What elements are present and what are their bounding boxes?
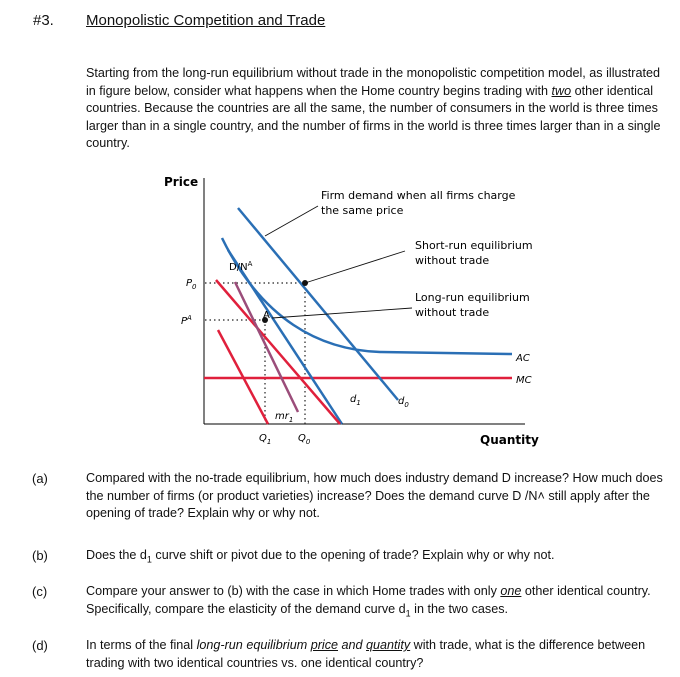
callout-line-short-run — [305, 251, 405, 283]
callout-short-run-line2: without trade — [415, 254, 490, 267]
label-mr1: $mr_1$ — [275, 411, 294, 424]
intro-paragraph: Starting from the long-run equilibrium without trade in the monopolistic competition model, as illustrated in figure below, consider what happens when the Home country begins trading with two other identical countries. Because the countries are all the same, the number of consumers in the world is three times larger than in a single country, and the number of firms in the world is three times larger than in a single country. — [86, 66, 661, 150]
question-d-label: (d) — [32, 638, 48, 653]
label-q1: $Q_1$ — [259, 433, 272, 446]
label-pa: $P^A$ — [181, 314, 192, 327]
callout-line-long-run — [272, 308, 412, 318]
label-dna: $D/N^A$ — [229, 260, 253, 273]
question-b-text: Does the $d_1$ curve shift or pivot due to the opening of trade? Explain why or why not. — [86, 548, 555, 565]
question-c-label: (c) — [32, 584, 48, 599]
question-a-label: (a) — [32, 471, 48, 486]
d0-curve — [228, 250, 342, 424]
question-b-label: (b) — [32, 548, 48, 563]
question-a-text: Compared with the no-trade equilibrium, how much does industry demand D increase? How much does the number of firms (or product varieties) increase? Does the demand curve D /N˄ still apply after the opening of trade? Explain why or why not. — [86, 471, 663, 520]
problem-number: #3. — [33, 12, 54, 29]
x-axis-label: Quantity — [480, 433, 539, 447]
label-ac: AC — [516, 353, 530, 364]
callout-firm-demand-line1: Firm demand when all firms charge — [321, 189, 516, 202]
d1-curve — [216, 280, 340, 424]
label-d1: $d_1$ — [350, 394, 361, 407]
callout-long-run-line1: Long-run equilibrium — [415, 291, 530, 304]
callout-firm-demand-line2: the same price — [321, 204, 404, 217]
y-axis-label: Price — [164, 175, 199, 189]
callout-line-firm-demand — [265, 206, 318, 236]
label-q0: $Q_0$ — [298, 433, 311, 446]
question-c-text: Compare your answer to (b) with the case in which Home trades with only one other identical country. Specifically, compare the elasticity of the demand curve $d_1$ in the two cases. — [86, 584, 651, 619]
label-mc: MC — [516, 375, 532, 386]
callout-short-run-line1: Short-run equilibrium — [415, 239, 533, 252]
label-d0: $d_0$ — [398, 396, 409, 409]
problem-title: Monopolistic Competition and Trade — [86, 12, 326, 29]
intro-emphasis: two — [551, 83, 572, 98]
callout-long-run-line2: without trade — [415, 306, 490, 319]
label-p0: $P_0$ — [186, 278, 197, 291]
question-d-text: In terms of the final long-run equilibrium price and quantity with trade, what is the difference between trading with two identical countries vs. one identical country? — [86, 638, 646, 670]
label-point-a: A — [263, 310, 270, 321]
